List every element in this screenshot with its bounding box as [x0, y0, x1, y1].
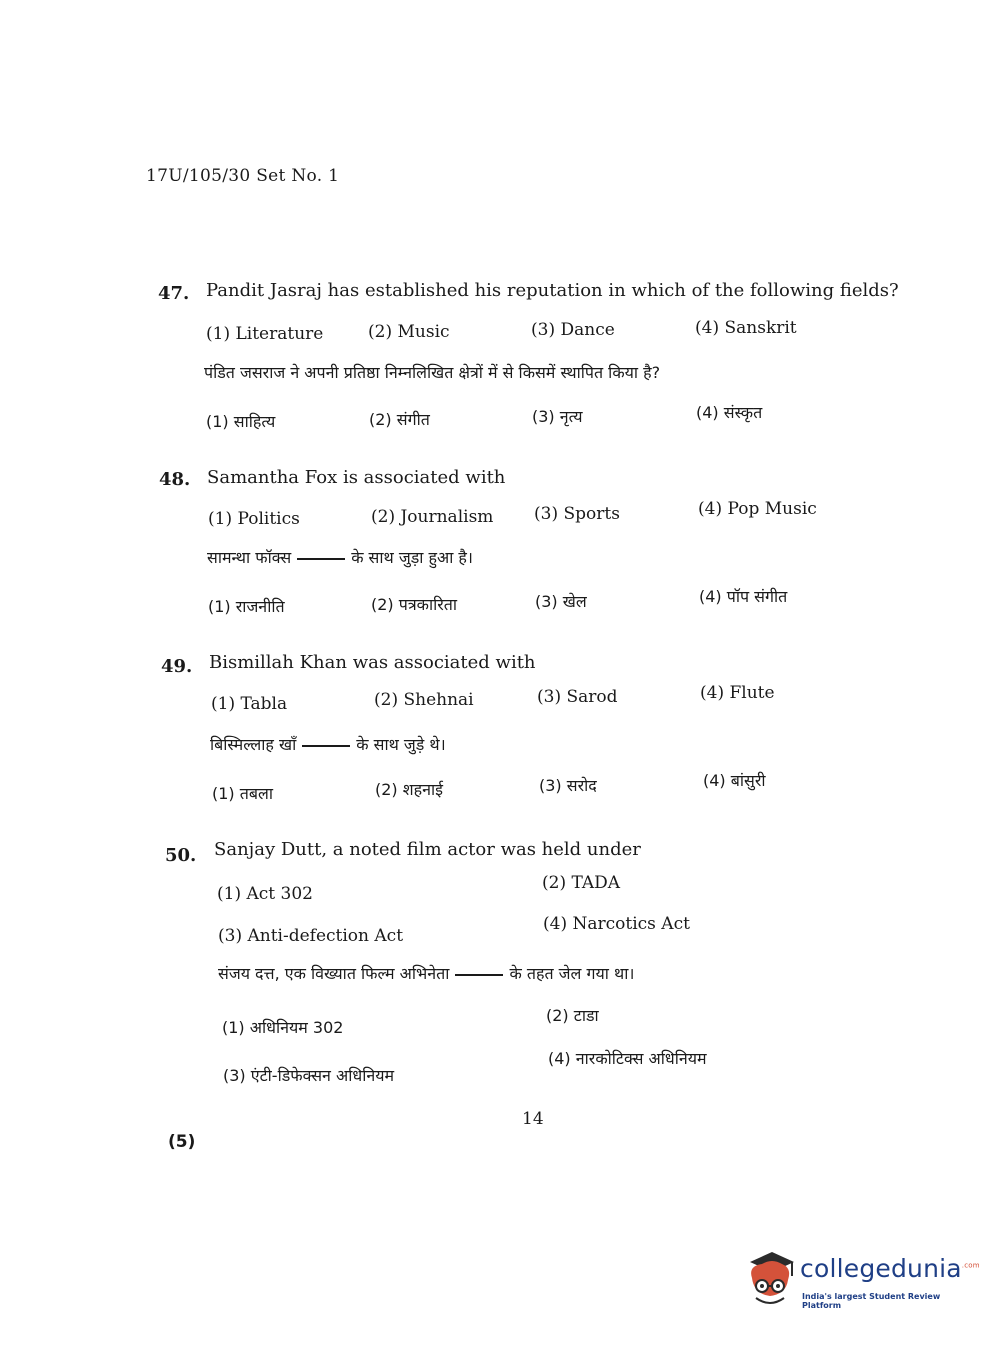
hindi-text-after: के साथ जुड़े थे।	[356, 735, 446, 754]
option-hindi: (4) संस्कृत	[696, 403, 763, 422]
question-number: 48.	[159, 469, 191, 490]
question-text-hindi	[207, 546, 473, 568]
option: (3) Sports	[534, 504, 620, 524]
option-hindi: (1) राजनीति	[208, 597, 285, 616]
answer-blank	[302, 745, 350, 747]
hindi-text-before: संजय दत्त, एक विख्यात फिल्म अभिनेता	[218, 964, 450, 983]
option-hindi: (4) बांसुरी	[703, 771, 766, 790]
logo-tagline: India's largest Student Review Platform	[802, 1292, 941, 1310]
question-text-hindi	[210, 733, 446, 755]
option: (1) Literature	[206, 324, 324, 344]
mascot-icon	[742, 1248, 798, 1312]
option-hindi: (3) खेल	[535, 592, 587, 611]
question-number: 49.	[161, 656, 193, 677]
option-hindi: (3) नृत्य	[532, 407, 583, 426]
option-hindi: (2) टाडा	[546, 1006, 599, 1025]
question-text: Sanjay Dutt, a noted film actor was held under	[214, 839, 641, 860]
option: (3) Dance	[531, 320, 615, 340]
hindi-text-after: के साथ जुड़ा हुआ है।	[351, 548, 473, 567]
question-text: Pandit Jasraj has established his reputation in which of the following fields?	[206, 280, 899, 301]
option-hindi: (1) तबला	[212, 784, 273, 803]
option: (2) Music	[368, 322, 450, 342]
option: (4) Flute	[700, 683, 775, 703]
hindi-text-after: के तहत जेल गया था।	[509, 964, 635, 983]
option-hindi: (2) संगीत	[369, 410, 430, 429]
option-hindi: (3) एंटी-डिफेक्सन अधिनियम	[223, 1066, 395, 1085]
option: (4) Sanskrit	[695, 318, 797, 338]
option: (2) Shehnai	[374, 690, 474, 710]
answer-blank	[455, 974, 503, 976]
question-text: Samantha Fox is associated with	[207, 467, 506, 488]
option-hindi: (1) अधिनियम 302	[222, 1018, 344, 1037]
option: (3) Sarod	[537, 687, 618, 707]
question-number: 50.	[165, 845, 197, 866]
option-hindi: (1) साहित्य	[206, 412, 276, 431]
option: (4) Pop Music	[698, 499, 817, 519]
option: (1) Act 302	[217, 884, 313, 904]
option: (2) TADA	[542, 873, 621, 893]
option: (3) Anti-defection Act	[218, 926, 404, 946]
option: (1) Tabla	[211, 694, 288, 714]
option-hindi: (2) पत्रकारिता	[371, 595, 458, 614]
option-hindi: (4) नारकोटिक्स अधिनियम	[548, 1049, 707, 1068]
page-number: 14	[522, 1109, 544, 1129]
logo-brand: collegedunia$^{.com}$	[800, 1254, 980, 1283]
question-text-hindi: पंडित जसराज ने अपनी प्रतिष्ठा निम्नलिखित क्षेत्रों में से किसमें स्थापित किया है?	[204, 363, 661, 382]
section-mark: (5)	[168, 1132, 196, 1152]
set-label: 17U/105/30 Set No. 1	[146, 166, 340, 186]
option: (4) Narcotics Act	[543, 914, 690, 934]
option: (2) Journalism	[371, 507, 494, 527]
option-hindi: (3) सरोद	[539, 776, 597, 795]
answer-blank	[297, 558, 345, 560]
option-hindi: (2) शहनाई	[375, 780, 444, 799]
question-text: Bismillah Khan was associated with	[209, 652, 536, 673]
question-text-hindi	[218, 962, 634, 984]
question-number: 47.	[158, 283, 190, 304]
option: (1) Politics	[208, 509, 300, 529]
option-hindi: (4) पॉप संगीत	[699, 587, 788, 606]
collegedunia-logo	[742, 1248, 980, 1318]
hindi-text-before: सामन्था फॉक्स	[207, 548, 292, 567]
hindi-text-before: बिस्मिल्लाह खाँ	[210, 735, 297, 754]
